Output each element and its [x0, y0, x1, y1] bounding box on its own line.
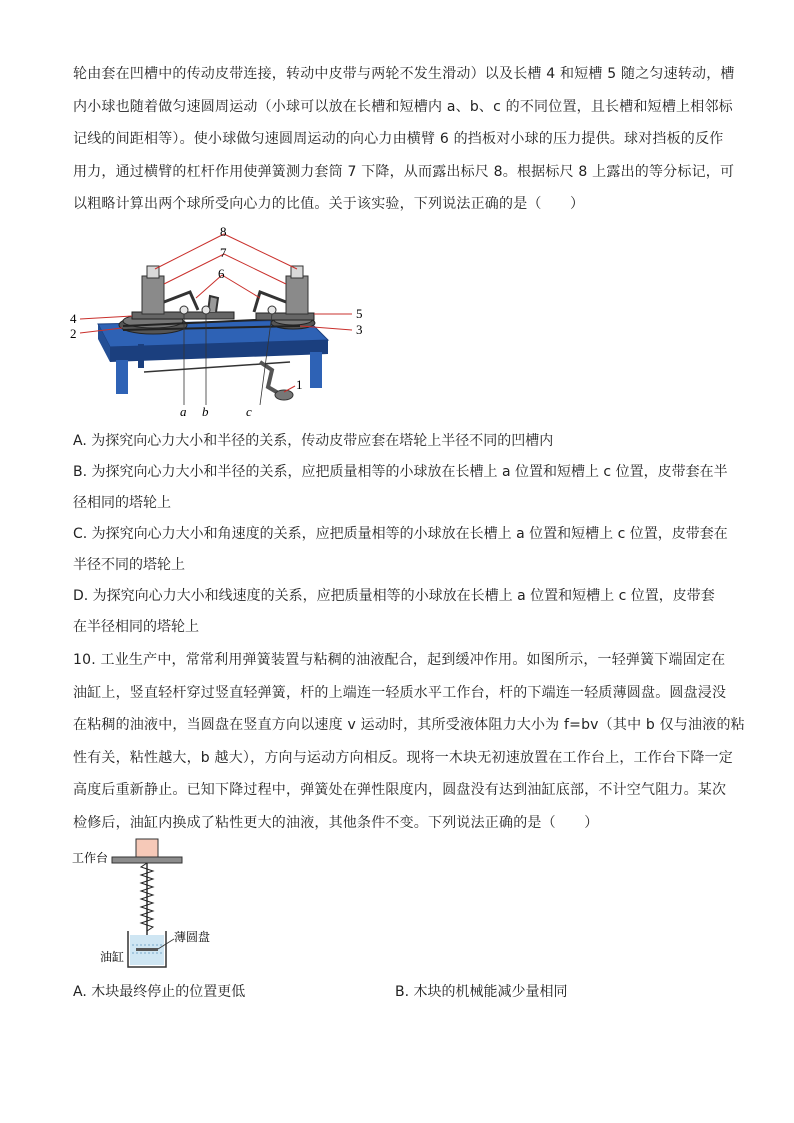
option-a-q10-wrap — [73, 977, 393, 1008]
stem-line: 在粘稠的油液中，当圆盘在竖直方向以速度 v 运动时，其所受液体阻力大小为 f=bv（其中 b 仅与油液的粘 — [73, 717, 745, 733]
label-4: 4 — [70, 311, 77, 326]
option-d[interactable]: D. 为探究向心力大小和线速度的关系，应把质量相等的小球放在长槽上 a 位置和短槽上 c 位置，皮带套 — [73, 588, 715, 604]
label-3: 3 — [356, 322, 363, 337]
leg — [310, 352, 322, 388]
work-table — [112, 857, 182, 863]
stem-line: 10. 工业生产中，常常利用弹簧装置与粘稠的油液配合，起到缓冲作用。如图所示，一轻弹簧下端固定在 — [73, 652, 726, 668]
stem-line: 高度后重新静止。已知下降过程中，弹簧处在弹性限度内，圆盘没有达到油缸底部，不计空气阻力。某次 — [73, 782, 727, 798]
crank-handle — [260, 362, 280, 394]
label-oil-tank: 油缸 — [100, 950, 125, 964]
ball-a — [180, 306, 188, 314]
stem-line: 性有关，粘性越大，b 越大），方向与运动方向相反。现将一木块无初速放置在工作台上，工作台下降一定 — [73, 749, 733, 766]
option-a[interactable]: A. 为探究向心力大小和半径的关系，传动皮带应套在塔轮上半径不同的凹槽内 — [73, 433, 554, 449]
thin-disk — [136, 948, 158, 951]
leader-6 — [196, 275, 260, 298]
spring — [141, 863, 153, 931]
label-2: 2 — [70, 326, 77, 341]
label-thin-disk: 薄圆盘 — [174, 930, 211, 944]
ball-c — [268, 306, 276, 314]
spring-buffer-figure — [70, 835, 250, 975]
stem-line: 以粗略计算出两个球所受向心力的比值。关于该实验，下列说法正确的是（ ） — [73, 196, 585, 212]
stem-line: 用力，通过横臂的杠杆作用使弹簧测力套筒 7 下降，从而露出标尺 8。根据标尺 8 上露出的等分标记，可 — [73, 163, 735, 180]
spring-sleeve-right — [286, 276, 308, 314]
label-5: 5 — [356, 306, 363, 321]
option-b[interactable]: B. 为探究向心力大小和半径的关系，应把质量相等的小球放在长槽上 a 位置和短槽上 c 位置，皮带套在半 — [73, 464, 728, 480]
question-9-stem — [73, 58, 735, 221]
label-7: 7 — [220, 245, 227, 260]
stem-line: 记线的间距相等）。使小球做匀速圆周运动的向心力由横臂 6 的挡板对小球的压力提供。球对挡板的反作 — [73, 131, 724, 147]
option-b-continued: 径相同的塔轮上 — [73, 495, 171, 511]
label-1: 1 — [296, 377, 303, 392]
option-b-q10-wrap — [395, 977, 715, 1008]
stem-line: 内小球也随着做匀速圆周运动（小球可以放在长槽和短槽内 a、b、c 的不同位置，且长槽和短槽上相邻标 — [73, 98, 733, 115]
option-c[interactable]: C. 为探究向心力大小和角速度的关系，应把质量相等的小球放在长槽上 a 位置和短槽上 c 位置，皮带套在 — [73, 526, 728, 542]
stem-line: 油缸上，竖直轻杆穿过竖直轻弹簧，杆的上端连一轻质水平工作台，杆的下端连一轻质薄圆盘。圆盘浸没 — [73, 684, 727, 701]
label-c: c — [246, 404, 252, 419]
option-a[interactable]: A. 木块最终停止的位置更低 — [73, 984, 246, 1000]
label-b: b — [202, 404, 209, 419]
question-9-options — [73, 426, 728, 643]
option-b[interactable]: B. 木块的机械能减少量相同 — [395, 984, 568, 1000]
label-work-table: 工作台 — [72, 851, 109, 865]
option-d-continued: 在半径相同的塔轮上 — [73, 619, 199, 635]
scale-right — [291, 266, 303, 278]
option-c-continued: 半径不同的塔轮上 — [73, 557, 185, 573]
centripetal-apparatus-figure — [60, 222, 380, 422]
wood-block — [136, 839, 158, 857]
leg — [116, 360, 128, 394]
label-8: 8 — [220, 224, 227, 239]
stem-line: 轮由套在凹槽中的传动皮带连接，转动中皮带与两轮不发生滑动）以及长槽 4 和短槽 5 随之匀速转动，槽 — [73, 66, 735, 82]
ball-b — [202, 306, 210, 314]
question-10-stem — [73, 644, 745, 839]
label-6: 6 — [218, 266, 225, 281]
stem-line: 检修后，油缸内换成了粘性更大的油液，其他条件不变。下列说法正确的是（ ） — [73, 814, 599, 831]
spring-sleeve-left — [142, 276, 164, 314]
label-a: a — [180, 404, 187, 419]
leg — [138, 344, 144, 368]
